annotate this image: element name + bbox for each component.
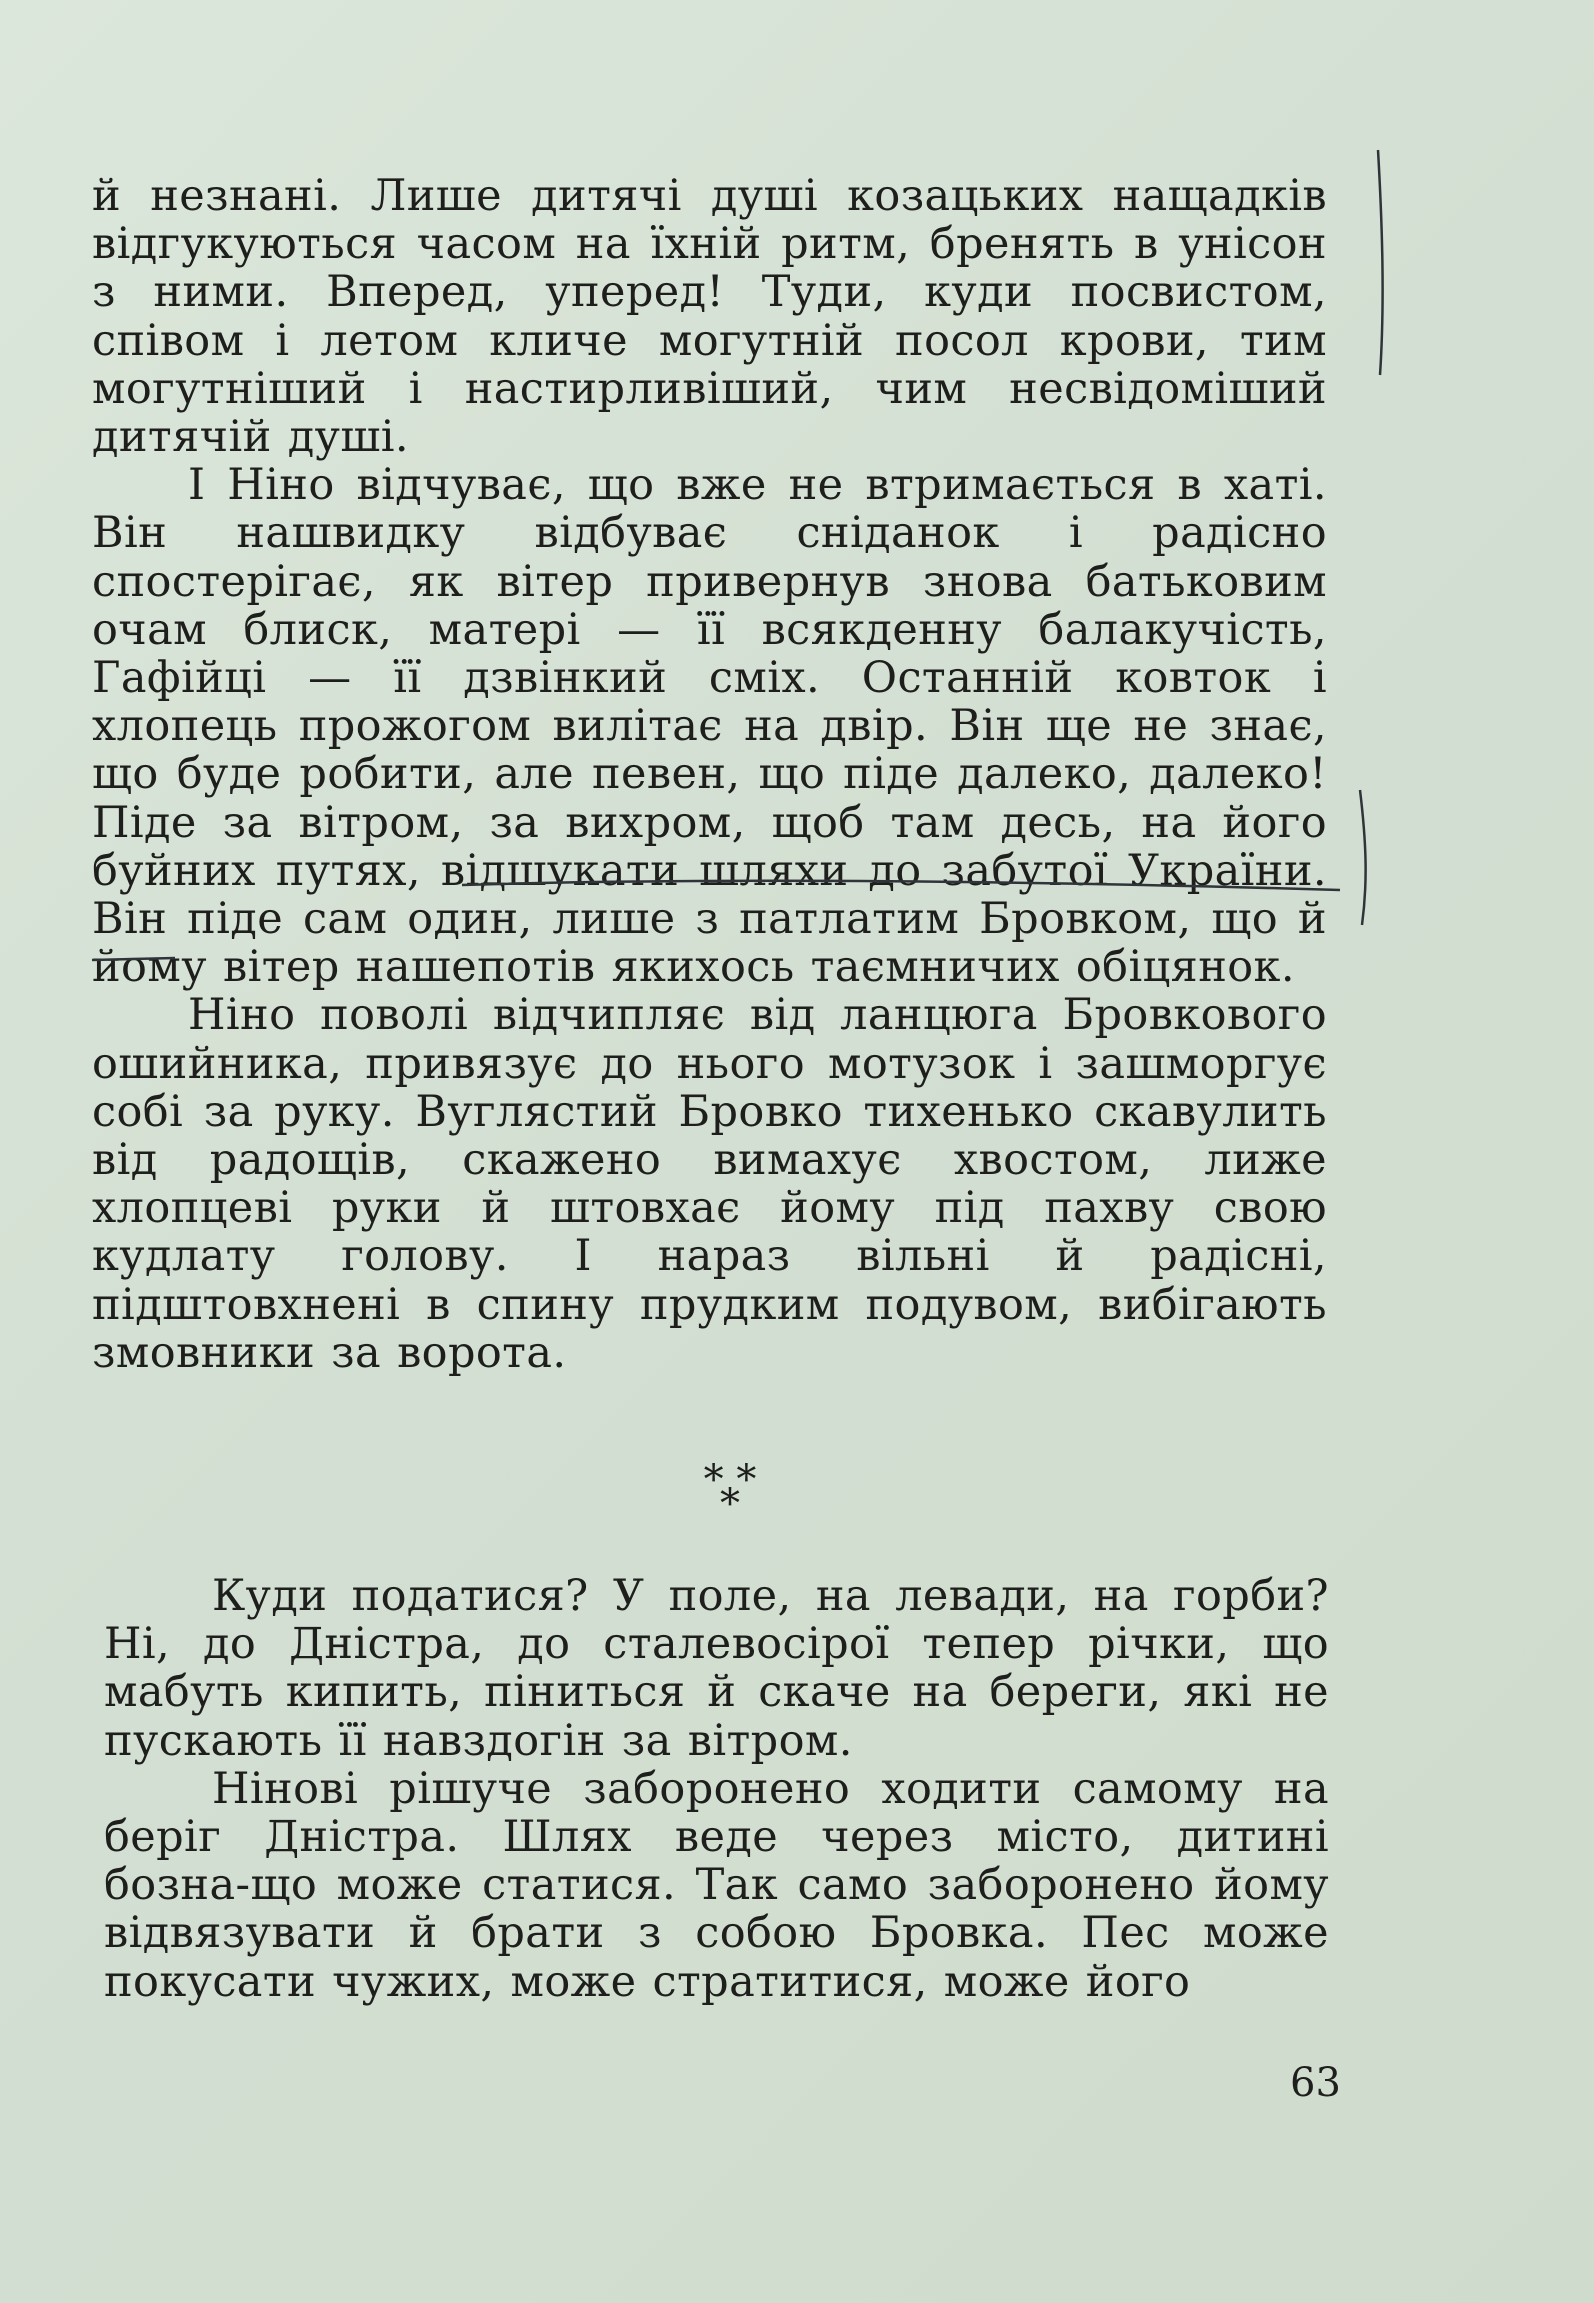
page-number: 63 — [1290, 2060, 1341, 2106]
main-text-block — [92, 172, 1327, 1377]
text-block-after-break — [104, 1572, 1329, 2006]
paragraph-continued: й незнані. Лише дитячі душі козацьких нащадків відгукуються часом на їхній ритм, бренять в унісон з ними. Вперед, уперед! Туди, куди посвистом, співом і летом кличе могутній посол крови, тим могутніший і настирливіший, чим несвідоміший дитячій душі. — [92, 171, 1327, 463]
paragraph: Куди податися? У поле, на левади, на горби? Ні, до Дністра, до сталевосірої тепер річки, що мабуть кипить, піниться й скаче на береги, які не пускають її навздогін за вітром. — [104, 1571, 1329, 1766]
paragraph: І Ніно відчуває, що вже не втримається в хаті. Він нашвидку відбуває сніданок і радісно спостерігає, як вітер привернув знова батьковим очам блиск, матері — її всякденну балакучість, Гафійці — її дзвінкий сміх. Останній ковток і хлопець прожогом вилітає на двір. Він ще не знає, що буде робити, але певен, що піде далеко, далеко! Піде за вітром, за вихром, щоб там десь, на його буйних путях, відшукати шляхи до забутої України. Він піде сам один, лише з патлатим Бровком, що й йому вітер нашепотів якихось таємничих обіцянок. — [92, 460, 1327, 993]
margin-bracket-top — [1378, 150, 1383, 375]
paragraph: Ніно поволі відчипляє від ланцюга Бровкового ошийника, привязує до нього мотузок і зашморгує собі за руку. Вуглястий Бровко тихенько скавулить від радощів, скажено вимахує хвостом, лиже хлопцеві руки й штовхає йому під пахву свою кудлату голову. І нараз вільні й радісні, підштовхнені в спину прудким подувом, вибігають змовники за ворота. — [92, 990, 1327, 1378]
margin-bracket-middle — [1360, 790, 1366, 925]
paragraph: Нінові рішуче заборонено ходити самому на беріг Дністра. Шлях веде через місто, дитині бозна-що може статися. Так само заборонено йому відвязувати й брати з собою Бровка. Пес може покусати чужих, може стратитися, може його — [104, 1763, 1329, 2007]
section-break-asterisks: * * * — [703, 1457, 757, 1527]
